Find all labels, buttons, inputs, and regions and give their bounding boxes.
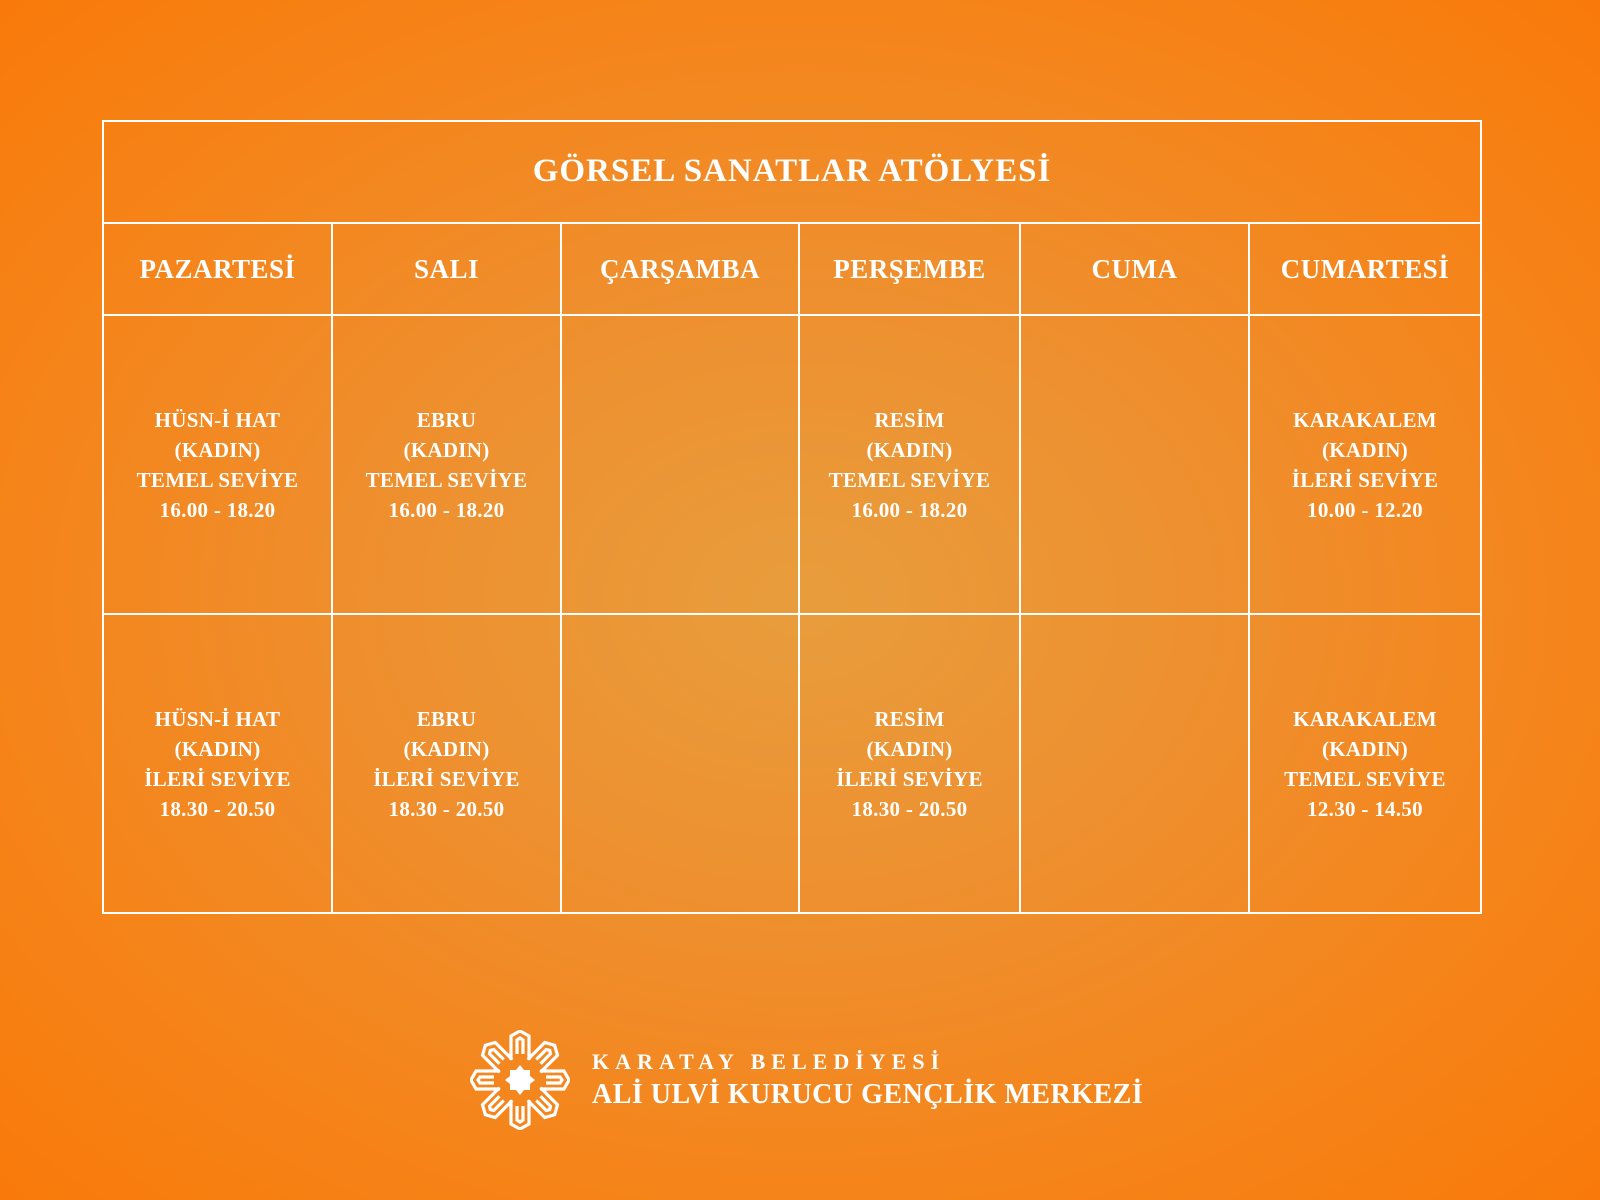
footer-text [592, 1047, 1143, 1113]
class-cell [561, 315, 799, 614]
days-header-row [103, 223, 1481, 315]
class-line: TEMEL SEVİYE [1284, 766, 1446, 791]
class-cell [799, 315, 1020, 614]
org-name: KARATAY BELEDİYESİ [592, 1049, 946, 1074]
class-line: (KADIN) [1321, 437, 1409, 462]
class-line: TEMEL SEVİYE [828, 467, 991, 492]
class-cell [1020, 315, 1249, 614]
class-line: 18.30 - 20.50 [159, 796, 276, 821]
class-cell [332, 315, 561, 614]
class-cell [103, 315, 332, 614]
class-line: 18.30 - 20.50 [388, 796, 505, 821]
class-line: KARAKALEM [1293, 407, 1437, 432]
day-header: PERŞEMBE [799, 223, 1020, 315]
class-cell [1249, 614, 1481, 913]
footer [470, 1030, 1143, 1130]
class-line: 10.00 - 12.20 [1307, 497, 1423, 522]
class-line: İLERİ SEVİYE [1291, 467, 1439, 492]
day-header: SALI [332, 223, 561, 315]
karatay-star-logo-icon [470, 1030, 570, 1130]
class-line: (KADIN) [866, 437, 953, 462]
day-header: ÇARŞAMBA [561, 223, 799, 315]
schedule-title: GÖRSEL SANATLAR ATÖLYESİ [103, 121, 1481, 223]
class-cell [1020, 614, 1249, 913]
day-header: CUMA [1020, 223, 1249, 315]
day-header: PAZARTESİ [103, 223, 332, 315]
class-line: (KADIN) [403, 736, 490, 761]
class-line: 18.30 - 20.50 [851, 796, 968, 821]
day-header: CUMARTESİ [1249, 223, 1481, 315]
class-cell [561, 614, 799, 913]
class-line: (KADIN) [1321, 736, 1409, 761]
class-line: HÜSN-İ HAT [154, 407, 281, 432]
class-line: HÜSN-İ HAT [154, 706, 281, 731]
schedule-row [103, 315, 1481, 614]
class-line: İLERİ SEVİYE [373, 766, 520, 791]
class-line: KARAKALEM [1293, 706, 1437, 731]
class-line: 12.30 - 14.50 [1307, 796, 1423, 821]
class-line: (KADIN) [403, 437, 490, 462]
class-line: 16.00 - 18.20 [388, 497, 505, 522]
class-line: 16.00 - 18.20 [159, 497, 276, 522]
class-cell [1249, 315, 1481, 614]
schedule-row [103, 614, 1481, 913]
schedule-table [102, 120, 1482, 914]
class-line: EBRU [416, 706, 477, 731]
class-line: TEMEL SEVİYE [136, 467, 299, 492]
class-line: İLERİ SEVİYE [144, 766, 291, 791]
class-line: TEMEL SEVİYE [365, 467, 528, 492]
class-line: RESİM [874, 407, 945, 432]
class-line: İLERİ SEVİYE [836, 766, 983, 791]
class-line: (KADIN) [174, 736, 261, 761]
class-line: RESİM [874, 706, 945, 731]
class-line: 16.00 - 18.20 [851, 497, 968, 522]
class-line: EBRU [416, 407, 477, 432]
class-cell [332, 614, 561, 913]
center-name: ALİ ULVİ KURUCU GENÇLİK MERKEZİ [592, 1079, 1144, 1110]
class-line: (KADIN) [866, 736, 953, 761]
class-cell [799, 614, 1020, 913]
class-line: (KADIN) [174, 437, 261, 462]
class-cell [103, 614, 332, 913]
